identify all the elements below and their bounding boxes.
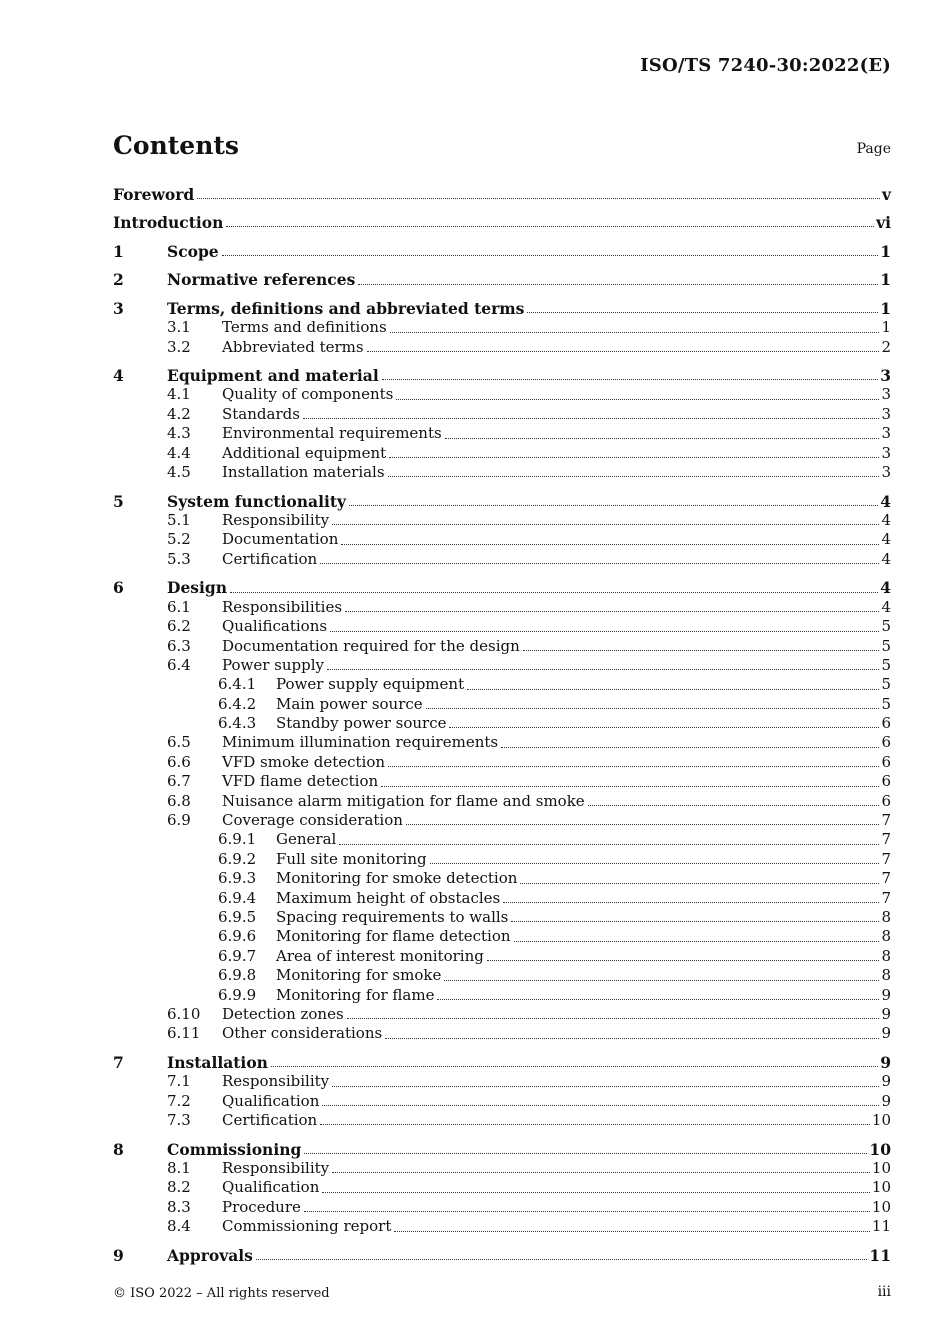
toc-entry-number: 6.2 <box>167 617 191 636</box>
toc-entry[interactable] <box>113 986 891 1005</box>
toc-entry[interactable] <box>113 1140 891 1159</box>
toc-dot-leader <box>320 562 879 564</box>
toc-dot-leader <box>406 823 880 825</box>
toc-entry-number: 8.4 <box>167 1217 191 1236</box>
toc-entry[interactable] <box>113 405 891 424</box>
toc-entry-page: 9 <box>880 1052 891 1072</box>
toc-dot-leader <box>487 959 880 961</box>
toc-entry-number: 4.5 <box>167 463 191 482</box>
toc-entry-number: 3 <box>113 298 124 318</box>
toc-entry-page: 10 <box>871 1159 891 1178</box>
toc-entry-number: 6.4 <box>167 655 191 674</box>
toc-entry[interactable] <box>113 1092 891 1111</box>
toc-entry-page: v <box>881 185 891 204</box>
toc-entry-number: 6.9 <box>167 811 191 830</box>
toc-entry-page: 7 <box>881 888 891 907</box>
toc-entry-title: Coverage consideration <box>222 811 403 830</box>
toc-dot-leader <box>396 398 879 400</box>
toc-entry-number: 7.2 <box>167 1091 191 1110</box>
toc-entry-page: 6 <box>881 772 891 791</box>
toc-entry-page: 9 <box>881 1004 891 1023</box>
toc-entry[interactable] <box>113 869 891 888</box>
toc-dot-leader <box>339 843 879 845</box>
toc-entry-title: Nuisance alarm mitigation for flame and smoke <box>222 791 585 810</box>
toc-entry[interactable] <box>113 1217 891 1236</box>
toc-dot-leader <box>222 254 879 256</box>
toc-entry-number: 6.1 <box>167 597 191 616</box>
toc-entry-page: 9 <box>881 1072 891 1091</box>
toc-entry-title: Main power source <box>276 694 423 713</box>
page-title: Contents <box>113 131 240 160</box>
toc-entry[interactable] <box>113 1198 891 1217</box>
toc-entry-title: Installation materials <box>222 463 385 482</box>
toc-dot-leader <box>390 331 880 333</box>
toc-entry-number: 2 <box>113 270 124 290</box>
toc-entry-number: 6 <box>113 578 124 598</box>
toc-dot-leader <box>230 591 878 593</box>
toc-entry-number: 6.9.8 <box>218 966 257 985</box>
toc-entry-title: Responsibilities <box>222 597 343 616</box>
toc-entry[interactable] <box>113 338 891 357</box>
toc-dot-leader <box>445 437 880 439</box>
toc-entry-page: 5 <box>881 636 891 655</box>
toc-dot-leader <box>467 688 879 690</box>
toc-entry-number: 6.3 <box>167 636 191 655</box>
toc-entry-number: 6.9.1 <box>218 830 257 849</box>
toc-entry-title: Monitoring for flame <box>276 985 435 1004</box>
toc-entry-page: 8 <box>881 946 891 965</box>
toc-entry[interactable] <box>113 444 891 463</box>
toc-entry[interactable] <box>113 637 891 656</box>
toc-entry-number: 6.5 <box>167 733 191 752</box>
toc-entry[interactable] <box>113 1111 891 1130</box>
toc-entry-title: Standby power source <box>276 714 447 733</box>
toc-dot-leader <box>349 504 878 506</box>
toc-entry[interactable] <box>113 578 891 597</box>
toc-entry[interactable] <box>113 889 891 908</box>
toc-entry-page: 9 <box>881 1024 891 1043</box>
toc-entry-title: Spacing requirements to walls <box>276 908 509 926</box>
toc-entry[interactable] <box>113 1005 891 1024</box>
toc-entry-page: 10 <box>871 1111 891 1130</box>
toc-entry-page: 7 <box>881 849 891 868</box>
toc-entry-title: Standards <box>222 404 300 423</box>
toc-entry-page: 5 <box>881 675 891 694</box>
page-column-label: Page <box>856 141 891 157</box>
toc-entry-title: Qualifications <box>222 617 328 636</box>
toc-entry-number: 5.3 <box>167 549 191 568</box>
toc-dot-leader <box>514 940 880 942</box>
toc-entry[interactable] <box>113 318 891 337</box>
toc-entry-title: Commissioning <box>167 1139 302 1159</box>
toc-dot-leader <box>332 523 879 525</box>
toc-entry-number: 5.2 <box>167 530 191 549</box>
toc-entry-title: Normative references <box>167 270 356 290</box>
toc-entry-title: Responsibility <box>222 1159 330 1178</box>
toc-entry-title: Full site monitoring <box>276 849 427 868</box>
toc-entry-page: 9 <box>881 985 891 1004</box>
toc-dot-leader <box>588 804 880 806</box>
toc-entry-number: 4.1 <box>167 385 191 404</box>
toc-entry-number: 7.3 <box>167 1111 191 1130</box>
toc-entry-title: Monitoring for flame detection <box>276 927 511 946</box>
toc-entry-number: 6.4.3 <box>218 714 257 733</box>
toc-entry-page: 10 <box>871 1197 891 1216</box>
toc-entry-title: Monitoring for smoke <box>276 966 442 985</box>
toc-entry-title: Installation <box>167 1052 268 1072</box>
toc-entry[interactable] <box>113 792 891 811</box>
footer-page-number: iii <box>877 1284 891 1300</box>
toc-entry-page: 11 <box>871 1217 891 1236</box>
toc-dot-leader <box>345 610 879 612</box>
toc-entry-title: Maximum height of obstacles <box>276 888 501 907</box>
toc-entry-page: 10 <box>871 1178 891 1197</box>
toc-entry-page: 3 <box>881 424 891 443</box>
toc-entry[interactable] <box>113 598 891 617</box>
toc-entry-page: vi <box>876 212 891 232</box>
toc-entry-title: Certification <box>222 1111 318 1130</box>
toc-entry[interactable] <box>113 511 891 530</box>
toc-dot-leader <box>381 785 879 787</box>
toc-entry-title: Scope <box>167 241 219 261</box>
toc-dot-leader <box>523 649 880 651</box>
toc-entry-number: 8 <box>113 1139 124 1159</box>
toc-entry-number: 6.9.3 <box>218 869 257 888</box>
toc-entry-number: 6.11 <box>167 1024 201 1043</box>
toc-dot-leader <box>430 862 880 864</box>
toc-entry-number: 8.2 <box>167 1178 191 1197</box>
toc-entry-title: Terms and definitions <box>222 318 387 337</box>
toc-entry-title: Abbreviated terms <box>222 337 364 356</box>
toc-entry-number: 4.4 <box>167 443 191 462</box>
toc-entry[interactable] <box>113 270 891 289</box>
toc-entry-number: 3.2 <box>167 337 191 356</box>
toc-entry-page: 1 <box>880 270 891 290</box>
toc-entry-number: 6.9.4 <box>218 888 257 907</box>
toc-dot-leader <box>347 1017 880 1019</box>
toc-dot-leader <box>256 1258 868 1260</box>
toc-entry-page: 4 <box>881 530 891 549</box>
footer-copyright: © ISO 2022 – All rights reserved <box>113 1286 330 1301</box>
toc-entry-number: 6.9.5 <box>218 908 257 926</box>
toc-entry-number: 6.4.1 <box>218 675 257 694</box>
toc-entry-title: Qualification <box>222 1178 320 1197</box>
toc-dot-leader <box>388 475 880 477</box>
toc-entry-title: Design <box>167 578 228 598</box>
toc-entry[interactable] <box>113 927 891 946</box>
toc-dot-leader <box>382 378 878 380</box>
toc-dot-leader <box>520 882 879 884</box>
toc-dot-leader <box>322 1104 879 1106</box>
toc-dot-leader <box>444 979 879 981</box>
toc-entry-title: Procedure <box>222 1197 301 1216</box>
toc-entry-title: Minimum illumination requirements <box>222 733 499 752</box>
toc-entry-number: 4 <box>113 366 124 386</box>
toc-entry-page: 4 <box>881 549 891 568</box>
toc-entry[interactable] <box>113 772 891 791</box>
toc-entry-title: Equipment and material <box>167 366 379 386</box>
toc-entry-title: VFD flame detection <box>222 772 379 791</box>
toc-entry[interactable] <box>113 385 891 404</box>
toc-entry[interactable] <box>113 908 891 927</box>
toc-entry[interactable] <box>113 242 891 261</box>
toc-entry-number: 8.1 <box>167 1159 191 1178</box>
toc-entry-title: Documentation required for the design <box>222 636 520 655</box>
toc-entry[interactable] <box>113 617 891 636</box>
toc-dot-leader <box>511 920 879 922</box>
toc-entry[interactable] <box>113 424 891 443</box>
toc-entry-title: Power supply equipment <box>276 675 465 694</box>
toc-dot-leader <box>322 1191 870 1193</box>
toc-entry-title: Certification <box>222 549 318 568</box>
toc-entry-page: 7 <box>881 830 891 849</box>
toc-entry-title: Detection zones <box>222 1004 344 1023</box>
toc-dot-leader <box>501 746 879 748</box>
toc-entry-number: 6.9.2 <box>218 849 257 868</box>
toc-entry-number: 6.10 <box>167 1004 201 1023</box>
toc-entry-page: 3 <box>881 463 891 482</box>
toc-dot-leader <box>385 1037 879 1039</box>
toc-dot-leader <box>358 283 878 285</box>
toc-entry-title: Foreword <box>113 185 195 204</box>
toc-entry-title: Monitoring for smoke detection <box>276 869 518 888</box>
toc-entry-page: 4 <box>880 491 891 511</box>
toc-dot-leader <box>332 1085 879 1087</box>
toc-entry-page: 1 <box>880 298 891 318</box>
toc-entry-page: 1 <box>880 241 891 261</box>
toc-entry-page: 3 <box>880 366 891 386</box>
toc-entry-number: 6.6 <box>167 752 191 771</box>
toc-entry-page: 7 <box>881 811 891 830</box>
toc-entry[interactable] <box>113 695 891 714</box>
toc-entry[interactable] <box>113 366 891 385</box>
toc-entry-number: 7.1 <box>167 1072 191 1091</box>
toc-entry[interactable] <box>113 947 891 966</box>
toc-entry-page: 5 <box>881 617 891 636</box>
toc-entry[interactable] <box>113 733 891 752</box>
toc-entry-page: 2 <box>881 337 891 356</box>
toc-entry-title: Environmental requirements <box>222 424 442 443</box>
toc-dot-leader <box>327 668 879 670</box>
toc-dot-leader <box>226 225 874 227</box>
toc-entry-page: 6 <box>881 752 891 771</box>
toc-entry-title: Quality of components <box>222 385 394 404</box>
toc-entry[interactable] <box>113 213 891 232</box>
toc-entry[interactable] <box>113 1072 891 1091</box>
toc-entry-number: 1 <box>113 241 124 261</box>
toc-entry-number: 4.2 <box>167 404 191 423</box>
toc-entry-title: Responsibility <box>222 1072 330 1091</box>
toc-entry-number: 6.7 <box>167 772 191 791</box>
toc-entry-number: 6.8 <box>167 791 191 810</box>
toc-entry-title: Terms, definitions and abbreviated terms <box>167 298 525 318</box>
toc-dot-leader <box>503 901 879 903</box>
toc-entry-title: VFD smoke detection <box>222 752 386 771</box>
toc-entry[interactable] <box>113 811 891 830</box>
toc-dot-leader <box>341 543 879 545</box>
toc-entry-page: 8 <box>881 927 891 946</box>
document-id: ISO/TS 7240-30:2022(E) <box>640 55 891 76</box>
toc-entry-page: 3 <box>881 385 891 404</box>
toc-entry[interactable] <box>113 675 891 694</box>
toc-dot-leader <box>304 1210 870 1212</box>
toc-dot-leader <box>197 197 880 199</box>
toc-dot-leader <box>303 417 880 419</box>
toc-entry[interactable] <box>113 530 891 549</box>
toc-entry-title: Documentation <box>222 530 339 549</box>
toc-entry[interactable] <box>113 1053 891 1072</box>
toc-entry-page: 4 <box>881 597 891 616</box>
toc-entry-page: 7 <box>881 869 891 888</box>
toc-entry-page: 11 <box>869 1245 891 1265</box>
toc-entry-number: 7 <box>113 1052 124 1072</box>
toc-entry-page: 6 <box>881 714 891 733</box>
toc-entry-number: 5.1 <box>167 511 191 529</box>
toc-entry-page: 5 <box>881 694 891 713</box>
toc-entry[interactable] <box>113 656 891 675</box>
toc-entry-title: Area of interest monitoring <box>276 946 484 965</box>
toc-dot-leader <box>367 350 880 352</box>
toc-dot-leader <box>527 311 878 313</box>
toc-entry-page: 3 <box>881 443 891 462</box>
toc-entry-page: 3 <box>881 404 891 423</box>
toc-entry-page: 1 <box>881 318 891 337</box>
toc-entry[interactable] <box>113 185 891 204</box>
toc-dot-leader <box>449 726 879 728</box>
toc-dot-leader <box>332 1171 870 1173</box>
toc-entry-page: 10 <box>869 1139 891 1159</box>
toc-entry-number: 3.1 <box>167 318 191 337</box>
toc-entry-title: Approvals <box>167 1245 253 1265</box>
toc-dot-leader <box>388 765 879 767</box>
toc-entry[interactable] <box>113 850 891 869</box>
toc-entry[interactable] <box>113 1178 891 1197</box>
toc-entry[interactable] <box>113 463 891 482</box>
table-of-contents <box>113 185 891 1265</box>
toc-entry-number: 6.9.7 <box>218 946 257 965</box>
toc-entry-number: 6.9.9 <box>218 985 257 1004</box>
toc-dot-leader <box>330 630 879 632</box>
toc-entry-number: 9 <box>113 1245 124 1265</box>
toc-entry-title: System functionality <box>167 491 347 511</box>
toc-entry-page: 6 <box>881 733 891 752</box>
toc-entry-number: 6.4.2 <box>218 694 257 713</box>
toc-entry[interactable] <box>113 299 891 318</box>
toc-dot-leader <box>394 1230 870 1232</box>
toc-entry-page: 5 <box>881 655 891 674</box>
toc-entry-title: General <box>276 830 337 849</box>
toc-entry-page: 9 <box>881 1091 891 1110</box>
toc-entry[interactable] <box>113 966 891 985</box>
toc-entry-page: 8 <box>881 908 891 926</box>
toc-entry-number: 6.9.6 <box>218 927 257 946</box>
toc-dot-leader <box>271 1065 878 1067</box>
toc-dot-leader <box>304 1152 867 1154</box>
toc-entry[interactable] <box>113 714 891 733</box>
toc-entry[interactable] <box>113 550 891 569</box>
toc-dot-leader <box>389 456 879 458</box>
toc-entry-title: Responsibility <box>222 511 330 529</box>
toc-entry[interactable] <box>113 830 891 849</box>
toc-entry-title: Additional equipment <box>222 443 387 462</box>
toc-entry-title: Other considerations <box>222 1024 383 1043</box>
toc-entry-title: Power supply <box>222 655 325 674</box>
toc-entry[interactable] <box>113 753 891 772</box>
toc-entry-title: Introduction <box>113 212 224 232</box>
toc-entry-page: 4 <box>880 578 891 598</box>
toc-entry[interactable] <box>113 1246 891 1265</box>
toc-entry-number: 5 <box>113 491 124 511</box>
toc-entry-number: 8.3 <box>167 1197 191 1216</box>
toc-entry[interactable] <box>113 1159 891 1178</box>
toc-entry-number: 4.3 <box>167 424 191 443</box>
toc-dot-leader <box>437 998 879 1000</box>
toc-dot-leader <box>320 1123 870 1125</box>
toc-dot-leader <box>426 707 880 709</box>
toc-entry-page: 4 <box>881 511 891 529</box>
toc-entry-title: Commissioning report <box>222 1217 392 1236</box>
toc-entry[interactable] <box>113 1024 891 1043</box>
toc-entry-page: 8 <box>881 966 891 985</box>
toc-entry-title: Qualification <box>222 1091 320 1110</box>
toc-entry[interactable] <box>113 492 891 511</box>
toc-entry-page: 6 <box>881 791 891 810</box>
